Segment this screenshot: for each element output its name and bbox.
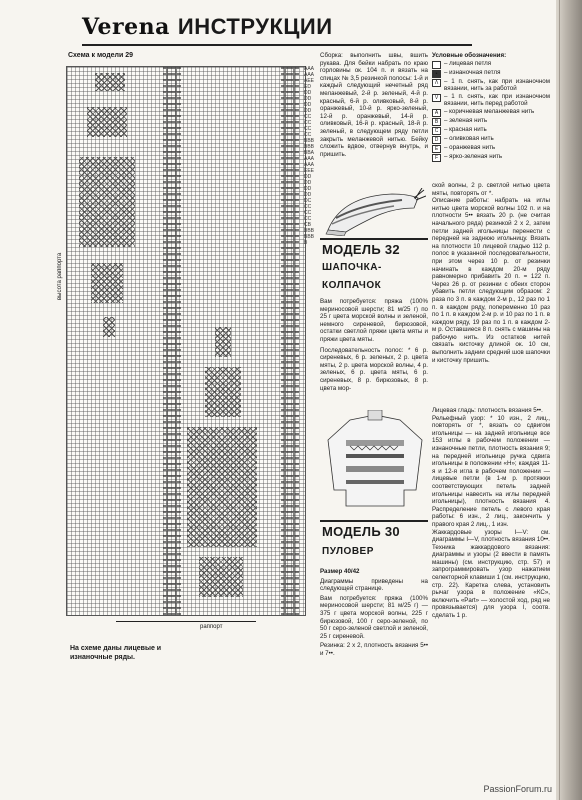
model30-rule <box>320 520 428 522</box>
legend-symbol: B <box>432 118 441 126</box>
model30-instructions <box>432 407 550 620</box>
assembly-text: Сборка: выполнить швы, вшить рукава. Для бейки набрать по краю горловины ок. 104 п. и вязать на спицах № 3,5 резинкой полосы: 1-й и каждый следующий нечетный ряд меланжевый, 2-й р. зеленый, 4-й р. красный, 6-й р. оливковый, 8-й р. оранжевый, 10-й р. ярко-зеленый, 12-й р. оранжевый, 14-й р. оливковый, 16-й р. красный, 18-й р. зеленый, в следующем ряду петли закрыть меланжевой нитью. Бейку сложить вдвое, отвернув внутрь, и пришить. <box>320 52 428 158</box>
page-binding <box>556 0 582 800</box>
model30-size: Размер 40/42 <box>320 568 360 575</box>
chart-motif <box>199 557 243 597</box>
model30-jacquard: Жаккардовые узоры I—V: см. диаграммы I—V, плотность вязания 10••. <box>432 528 550 544</box>
chart-motif <box>215 327 231 357</box>
legend-block <box>432 52 550 162</box>
chart-note: На схеме даны лицевые и изнаночные ряды. <box>70 645 162 661</box>
model30-needs: Вам потребуется: пряжа (100% мериносовой шерсти; 81 м/25 г) — 375 г цвета морской волны, 225 г бирюзовой, 100 г серо-зеленой, по 50 г серо-зеленой светлой и зеленой, 25 г сиреневой. <box>320 594 428 640</box>
legend-symbol: C <box>432 127 441 135</box>
model32-number: МОДЕЛЬ 32 <box>322 242 400 257</box>
legend-text: – зеленая нить <box>444 116 488 124</box>
legend-text: – красная нить <box>444 125 487 133</box>
legend-item <box>432 153 550 162</box>
brand-logo: Verena <box>82 14 170 40</box>
model30-gauge: Лицевая гладь: плотность вязания 5••. <box>432 407 543 414</box>
sweater-illustration <box>320 410 430 510</box>
model32-work-text: Описание работы: набрать на иглы нитью цвета морской волны 102 п. и на плотности 5•• вязать 20 р. (не считая начального ряда) резинкой 2 х 2, затем петли задней игольницы перенести с передней на заднюю игольницу. Вязать на плотности 10 лицевой гладью 112 р. полос в указанной последовательности, при этом через 10 р. от резинки начинать в каждом 20-м ряду равномерно прибавить 20 п. = 122 п. Через 26 р. от резинки с обеих сторон убавить петли следующим образом: 2 раза по 3 п. в каждом 2-м р., 12 раз по 1 п. в каждом ряду, попеременно 10 раз по 1 п. в каждом 2-м р. и 10 раз по 1 п. в каждом ряду, 19 раз по 1 п. в каждом 2-м р. Оставшиеся 8 п. снять с машины на рабочую нить. Из остатков нитей связать кисточку длиной ок. 10 см, выполнить заднии средний шов шапочки и кисточку пришить. <box>432 197 550 364</box>
legend-symbol: F <box>432 154 441 162</box>
hat-illustration <box>322 188 426 236</box>
page-header <box>82 14 333 44</box>
legend-symbol: D <box>432 136 441 144</box>
model32-stripes: Последовательность полос: * 6 р. сиреневых, 6 р. зеленых, 2 р. цвета мяты, 2 р. цвета морской волны, 4 р. зеленых, 6 р. цвета мяты, 6 р. сиреневых, 8 р. бирюзовых, 8 р. цвета мор- <box>320 346 428 392</box>
header-rule <box>82 44 472 46</box>
legend-symbol <box>432 61 441 69</box>
legend-symbol: Λ <box>432 79 441 87</box>
legend-text: – изнаночная петля <box>444 68 501 76</box>
legend-text: – ярко-зеленая нить <box>444 152 503 160</box>
model30-name: ПУЛОВЕР <box>322 546 374 557</box>
model32-name1: ШАПОЧКА- <box>322 262 382 273</box>
knitting-chart-grid <box>66 66 306 616</box>
legend-item <box>432 60 550 69</box>
model32-materials <box>320 298 428 392</box>
page-title: ИНСТРУКЦИИ <box>177 14 333 39</box>
chart-motif <box>91 263 123 303</box>
legend-list <box>432 60 550 162</box>
legend-text: – оранжевая нить <box>444 143 496 151</box>
model32-name2: КОЛПАЧОК <box>322 280 382 291</box>
model30-number: МОДЕЛЬ 30 <box>322 524 400 539</box>
legend-symbol: V <box>432 94 441 102</box>
model32-work <box>432 182 550 364</box>
legend-symbol: E <box>432 145 441 153</box>
model30-materials <box>320 568 428 658</box>
chart-title: Схема к модели 29 <box>68 52 134 59</box>
model30-rib: Резинка: 2 х 2, плотность вязания 5•• и 7••. <box>320 642 428 657</box>
rapport-bracket <box>116 611 256 622</box>
legend-text: – 1 п. снять, как при изнаночном вязании, нить за работой <box>444 77 550 93</box>
legend-title: Условные обозначения: <box>432 52 507 59</box>
chart-motif <box>95 73 125 91</box>
model32-work-cont: ской волны, 2 р. светлой нитью цвета мяты, повторять от *. <box>432 182 550 197</box>
model30-relief: Рельефный узор: * 10 изн., 2 лиц., повторять от *, вязать со сдвигом игольницы — на задней игольнице все 153 иглы в рабочем положении — изнаночные петли, плотность вязания 9; на передней игольнице ручка сдвига игольницы в положении «Н»; каждая 11-я и 12-я игла в рабочем положении — лицевые петли (в 1-м р. протяжки соответствующих петель задней игольницы навесить на иглы передней игольницы), плотность вязания 4. Распределение петель с левого края работы: 6 изн., 2 лиц., закончить у правого края 2 лиц., 1 изн. <box>432 414 550 528</box>
legend-item <box>432 126 550 135</box>
chart-band <box>281 67 299 615</box>
rapport-label: раппорт <box>200 624 223 630</box>
legend-item <box>432 108 550 117</box>
legend-item <box>432 144 550 153</box>
model32-needs: Вам потребуется: пряжа (100% мериносовой шерсти; 81 м/25 г) по 25 г цвета морской волны и зеленой, немного сиреневой, бирюзовой, остатки светлой пряжи цвета мяты и пряжи цвета мяты. <box>320 298 428 343</box>
chart-height-label: высота раппорта <box>57 252 63 300</box>
chart-row-letters: AAAAAAAEEEDDDDDDDDDCCCCCCCCBBBBBBBBAAAAAAAEEEDDDDDDDDDCCCCCCCCBBBBBBBB <box>304 66 314 246</box>
chart-motif <box>87 107 127 137</box>
legend-item <box>432 117 550 126</box>
legend-text: – коричневая меланжевая нить <box>444 107 535 115</box>
legend-text: – лицевая петля <box>444 59 492 67</box>
legend-text: – оливковая нить <box>444 134 494 142</box>
chart-motif <box>103 317 115 337</box>
model30-technique: Техника жаккардового вязания: диаграммы и узоры (2 ввести в память машины) (см. инструкцию, стр. 57) и запрограммировать узор нажатием селекторной клавиши 1 (см. инструкцию, стр. 22). Каретка слева, установить рычаг узора в положение «КС», включить «Part» — холостой ход, ряд не провязывается) для узора I, соотв. сделать 1 р. <box>432 543 550 620</box>
watermark: PassionForum.ru <box>483 784 552 794</box>
chart-motif <box>205 367 241 417</box>
chart-band <box>163 67 181 615</box>
model32-rule <box>320 238 428 240</box>
model30-diagrams: Диаграммы приведены на следующей странице. <box>320 577 428 593</box>
legend-text: – 1 п. снять, как при изнаночном вязании, нить перед работой <box>444 92 550 108</box>
legend-item <box>432 135 550 144</box>
chart-motif <box>187 427 257 547</box>
legend-item <box>432 93 550 108</box>
legend-item <box>432 69 550 78</box>
legend-symbol: • <box>432 70 441 78</box>
legend-symbol: A <box>432 109 441 117</box>
chart-motif <box>79 157 135 247</box>
legend-item <box>432 78 550 93</box>
